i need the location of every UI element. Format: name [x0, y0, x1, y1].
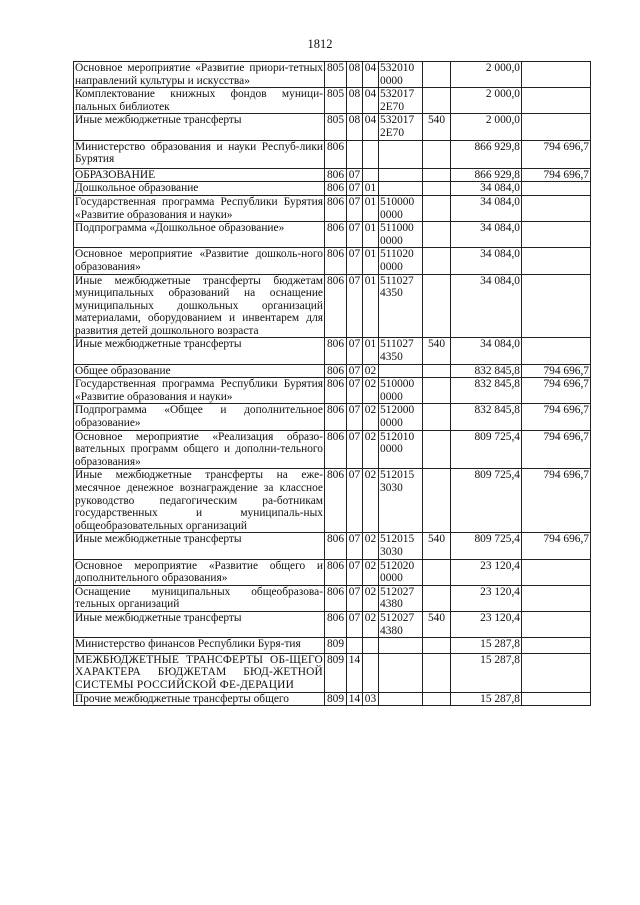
- row-target-article-cell: 511000 0000: [379, 222, 423, 248]
- row-amount-cell: 809 725,4: [451, 430, 522, 469]
- row-grbs-cell: 806: [325, 404, 347, 430]
- row-subsection-cell: 01: [363, 182, 379, 196]
- row-target-article-cell: 532017 2E70: [379, 114, 423, 140]
- row-expense-type-cell: [423, 638, 451, 654]
- row-amount-federal-cell: [522, 585, 591, 611]
- row-amount-cell: 34 084,0: [451, 182, 522, 196]
- row-name-cell: Подпрограмма «Дошкольное образование»: [74, 222, 325, 248]
- table-row: [74, 88, 591, 114]
- row-grbs-cell: 806: [325, 140, 347, 168]
- row-section-cell: 07: [347, 533, 363, 559]
- row-subsection-cell: 01: [363, 195, 379, 221]
- row-subsection-cell: 02: [363, 430, 379, 469]
- row-name-cell: Основное мероприятие «Реализация образо-вательных программ общего и дополни-тельного образования»: [75, 430, 323, 468]
- row-amount-cell: 23 120,4: [451, 559, 522, 585]
- row-expense-type-cell: 540: [423, 338, 451, 364]
- row-grbs-cell: 806: [325, 222, 347, 248]
- row-target-article-cell: [379, 364, 423, 378]
- row-grbs-cell: 809: [325, 653, 347, 692]
- row-subsection-cell: 02: [363, 378, 379, 404]
- row-section-cell: 07: [347, 559, 363, 585]
- row-expense-type-cell: [423, 248, 451, 274]
- row-grbs-cell: 805: [325, 88, 347, 114]
- row-expense-type-cell: [423, 195, 451, 221]
- row-expense-type-cell: [423, 378, 451, 404]
- row-amount-federal-cell: [522, 195, 591, 221]
- row-target-article-cell: [379, 653, 423, 692]
- row-expense-type-cell: [423, 364, 451, 378]
- row-subsection-cell: [363, 653, 379, 692]
- row-expense-type-cell: [423, 404, 451, 430]
- row-amount-cell: 23 120,4: [451, 611, 522, 637]
- row-amount-federal-cell: [522, 88, 591, 114]
- row-name-cell: Иные межбюджетные трансферты на еже-месячное денежное вознаграждение за классное руководство педагогическим ра-ботникам государственных и муниципаль-ных общеобразовательных организаций: [75, 469, 323, 532]
- row-subsection-cell: 03: [363, 692, 379, 706]
- row-grbs-cell: 805: [325, 114, 347, 140]
- table-row: [74, 364, 591, 378]
- row-expense-type-cell: 540: [423, 611, 451, 637]
- row-subsection-cell: [363, 168, 379, 182]
- row-section-cell: 07: [347, 195, 363, 221]
- row-subsection-cell: 04: [363, 88, 379, 114]
- table-row: [74, 338, 591, 364]
- row-name-cell: ОБРАЗОВАНИЕ: [74, 168, 325, 182]
- row-grbs-cell: 806: [325, 585, 347, 611]
- row-expense-type-cell: [423, 182, 451, 196]
- row-amount-cell: 15 287,8: [451, 692, 522, 706]
- table-row: [74, 638, 591, 654]
- row-target-article-cell: 510000 0000: [379, 195, 423, 221]
- row-target-article-cell: 511020 0000: [379, 248, 423, 274]
- row-subsection-cell: 02: [363, 469, 379, 533]
- row-subsection-cell: 02: [363, 611, 379, 637]
- row-expense-type-cell: [423, 653, 451, 692]
- row-amount-cell: 832 845,8: [451, 404, 522, 430]
- table-row: [74, 404, 591, 430]
- row-amount-federal-cell: 794 696,7: [522, 430, 591, 469]
- row-amount-federal-cell: [522, 222, 591, 248]
- row-section-cell: 07: [347, 430, 363, 469]
- table-row: [74, 140, 591, 168]
- row-expense-type-cell: [423, 274, 451, 338]
- row-subsection-cell: 02: [363, 559, 379, 585]
- row-grbs-cell: 806: [325, 469, 347, 533]
- row-amount-cell: 15 287,8: [451, 638, 522, 654]
- row-target-article-cell: 512015 3030: [379, 469, 423, 533]
- row-amount-federal-cell: 794 696,7: [522, 168, 591, 182]
- row-section-cell: 07: [347, 364, 363, 378]
- row-target-article-cell: 511027 4350: [379, 338, 423, 364]
- row-amount-cell: 809 725,4: [451, 533, 522, 559]
- row-grbs-cell: 806: [325, 378, 347, 404]
- table-row: [74, 168, 591, 182]
- row-expense-type-cell: [423, 62, 451, 88]
- row-grbs-cell: 806: [325, 533, 347, 559]
- row-name-cell: Основное мероприятие «Развитие общего и дополнительного образования»: [75, 559, 323, 585]
- row-name-cell: Основное мероприятие «Развитие дошколь-ного образования»: [75, 248, 323, 273]
- row-amount-cell: 34 084,0: [451, 248, 522, 274]
- row-amount-cell: 866 929,8: [451, 168, 522, 182]
- row-name-cell: Иные межбюджетные трансферты: [74, 338, 325, 364]
- row-amount-federal-cell: [522, 611, 591, 637]
- row-expense-type-cell: [423, 222, 451, 248]
- row-expense-type-cell: 540: [423, 114, 451, 140]
- table-row: [74, 692, 591, 706]
- row-section-cell: 07: [347, 182, 363, 196]
- row-target-article-cell: 512015 3030: [379, 533, 423, 559]
- row-name-cell: Подпрограмма «Общее и дополнительное образование»: [75, 404, 323, 430]
- row-subsection-cell: 01: [363, 338, 379, 364]
- row-target-article-cell: 512020 0000: [379, 559, 423, 585]
- row-grbs-cell: 806: [325, 430, 347, 469]
- row-target-article-cell: 512010 0000: [379, 430, 423, 469]
- row-name-cell: Комплектование книжных фондов муници-пальных библиотек: [75, 88, 323, 113]
- row-amount-cell: 15 287,8: [451, 653, 522, 692]
- table-row: [74, 611, 591, 637]
- row-subsection-cell: [363, 638, 379, 654]
- table-row: [74, 182, 591, 196]
- table-row: [74, 274, 591, 338]
- row-target-article-cell: [379, 692, 423, 706]
- row-amount-federal-cell: [522, 338, 591, 364]
- row-target-article-cell: 512000 0000: [379, 404, 423, 430]
- row-section-cell: 07: [347, 611, 363, 637]
- row-name-cell: Иные межбюджетные трансферты бюджетам муниципальных образований на оснащение муниципальных дошкольных организаций материалами, оборудованием и инвентарем для развития детей дошкольного возраста: [75, 274, 323, 337]
- row-section-cell: 07: [347, 274, 363, 338]
- row-amount-federal-cell: [522, 248, 591, 274]
- row-grbs-cell: 809: [325, 638, 347, 654]
- row-name-cell: Иные межбюджетные трансферты: [74, 533, 325, 559]
- row-target-article-cell: 512027 4380: [379, 585, 423, 611]
- row-grbs-cell: 806: [325, 168, 347, 182]
- row-amount-federal-cell: [522, 274, 591, 338]
- table-row: [74, 248, 591, 274]
- row-name-cell: МЕЖБЮДЖЕТНЫЕ ТРАНСФЕРТЫ ОБ-ЩЕГО ХАРАКТЕРА БЮДЖЕТАМ БЮД-ЖЕТНОЙ СИСТЕМЫ РОССИЙСКОЙ ФЕ-ДЕРАЦИИ: [75, 653, 323, 691]
- row-amount-federal-cell: [522, 653, 591, 692]
- row-grbs-cell: 806: [325, 611, 347, 637]
- row-section-cell: 08: [347, 88, 363, 114]
- row-expense-type-cell: [423, 430, 451, 469]
- row-subsection-cell: 02: [363, 533, 379, 559]
- row-target-article-cell: [379, 182, 423, 196]
- row-section-cell: 07: [347, 168, 363, 182]
- row-subsection-cell: 02: [363, 585, 379, 611]
- row-section-cell: 14: [347, 692, 363, 706]
- row-amount-federal-cell: [522, 182, 591, 196]
- row-section-cell: 08: [347, 114, 363, 140]
- row-target-article-cell: 511027 4350: [379, 274, 423, 338]
- table-row: [74, 430, 591, 469]
- row-section-cell: 14: [347, 653, 363, 692]
- row-amount-cell: 34 084,0: [451, 195, 522, 221]
- row-section-cell: 07: [347, 338, 363, 364]
- row-name-cell: Государственная программа Республики Бурятия «Развитие образования и науки»: [75, 378, 323, 403]
- row-name-cell: Иные межбюджетные трансферты: [74, 114, 325, 140]
- row-amount-federal-cell: 794 696,7: [522, 533, 591, 559]
- row-amount-federal-cell: [522, 559, 591, 585]
- row-amount-federal-cell: 794 696,7: [522, 378, 591, 404]
- row-amount-cell: 832 845,8: [451, 364, 522, 378]
- row-section-cell: 07: [347, 404, 363, 430]
- row-amount-federal-cell: 794 696,7: [522, 364, 591, 378]
- row-section-cell: [347, 638, 363, 654]
- budget-table-body: [74, 62, 591, 706]
- row-subsection-cell: 01: [363, 248, 379, 274]
- table-row: [74, 195, 591, 221]
- row-name-cell: Прочие межбюджетные трансферты общего: [74, 692, 325, 706]
- row-subsection-cell: 04: [363, 62, 379, 88]
- row-expense-type-cell: [423, 469, 451, 533]
- row-name-cell: Иные межбюджетные трансферты: [74, 611, 325, 637]
- row-grbs-cell: 805: [325, 62, 347, 88]
- row-grbs-cell: 806: [325, 274, 347, 338]
- row-grbs-cell: 806: [325, 195, 347, 221]
- row-section-cell: 07: [347, 248, 363, 274]
- row-grbs-cell: 806: [325, 248, 347, 274]
- row-amount-cell: 866 929,8: [451, 140, 522, 168]
- row-name-cell: Министерство образования и науки Респуб-лики Бурятия: [74, 140, 325, 168]
- row-target-article-cell: 512027 4380: [379, 611, 423, 637]
- row-expense-type-cell: [423, 88, 451, 114]
- row-grbs-cell: 806: [325, 182, 347, 196]
- row-amount-cell: 832 845,8: [451, 378, 522, 404]
- row-amount-federal-cell: 794 696,7: [522, 469, 591, 533]
- row-name-cell: Министерство финансов Республики Буря-тия: [74, 638, 325, 654]
- row-expense-type-cell: [423, 140, 451, 168]
- row-amount-federal-cell: 794 696,7: [522, 404, 591, 430]
- table-row: [74, 653, 591, 692]
- row-section-cell: 07: [347, 469, 363, 533]
- row-name-cell: Государственная программа Республики Бурятия «Развитие образования и науки»: [75, 195, 323, 221]
- row-amount-cell: 34 084,0: [451, 222, 522, 248]
- row-section-cell: 07: [347, 585, 363, 611]
- row-amount-cell: 34 084,0: [451, 274, 522, 338]
- page-number: 1812: [307, 37, 333, 51]
- row-amount-federal-cell: [522, 692, 591, 706]
- table-row: [74, 378, 591, 404]
- row-amount-cell: 2 000,0: [451, 62, 522, 88]
- row-amount-cell: 809 725,4: [451, 469, 522, 533]
- row-amount-federal-cell: [522, 62, 591, 88]
- row-section-cell: 08: [347, 62, 363, 88]
- row-amount-federal-cell: [522, 114, 591, 140]
- row-target-article-cell: 532010 0000: [379, 62, 423, 88]
- table-row: [74, 533, 591, 559]
- row-amount-cell: 2 000,0: [451, 88, 522, 114]
- row-subsection-cell: 02: [363, 404, 379, 430]
- row-section-cell: [347, 140, 363, 168]
- row-target-article-cell: [379, 638, 423, 654]
- row-expense-type-cell: [423, 692, 451, 706]
- table-row: [74, 559, 591, 585]
- row-target-article-cell: [379, 140, 423, 168]
- row-amount-cell: 34 084,0: [451, 338, 522, 364]
- row-target-article-cell: [379, 168, 423, 182]
- row-grbs-cell: 806: [325, 559, 347, 585]
- row-subsection-cell: [363, 140, 379, 168]
- table-row: [74, 469, 591, 533]
- row-grbs-cell: 806: [325, 364, 347, 378]
- row-target-article-cell: 532017 2E70: [379, 88, 423, 114]
- table-row: [74, 222, 591, 248]
- budget-table: [73, 61, 591, 706]
- table-row: [74, 585, 591, 611]
- row-grbs-cell: 809: [325, 692, 347, 706]
- row-name-cell: Дошкольное образование: [74, 182, 325, 196]
- row-grbs-cell: 806: [325, 338, 347, 364]
- row-name-cell: Основное мероприятие «Развитие приори-тетных направлений культуры и искусства»: [75, 62, 323, 87]
- row-subsection-cell: 01: [363, 222, 379, 248]
- row-amount-cell: 2 000,0: [451, 114, 522, 140]
- table-row: [74, 114, 591, 140]
- row-section-cell: 07: [347, 222, 363, 248]
- row-expense-type-cell: [423, 559, 451, 585]
- row-section-cell: 07: [347, 378, 363, 404]
- row-expense-type-cell: 540: [423, 533, 451, 559]
- row-expense-type-cell: [423, 168, 451, 182]
- row-target-article-cell: 510000 0000: [379, 378, 423, 404]
- row-subsection-cell: 04: [363, 114, 379, 140]
- row-subsection-cell: 02: [363, 364, 379, 378]
- row-expense-type-cell: [423, 585, 451, 611]
- row-amount-cell: 23 120,4: [451, 585, 522, 611]
- row-amount-federal-cell: 794 696,7: [522, 140, 591, 168]
- table-row: [74, 62, 591, 88]
- row-name-cell: Оснащение муниципальных общеобразова-тельных организаций: [75, 585, 323, 611]
- row-name-cell: Общее образование: [74, 364, 325, 378]
- row-amount-federal-cell: [522, 638, 591, 654]
- row-subsection-cell: 01: [363, 274, 379, 338]
